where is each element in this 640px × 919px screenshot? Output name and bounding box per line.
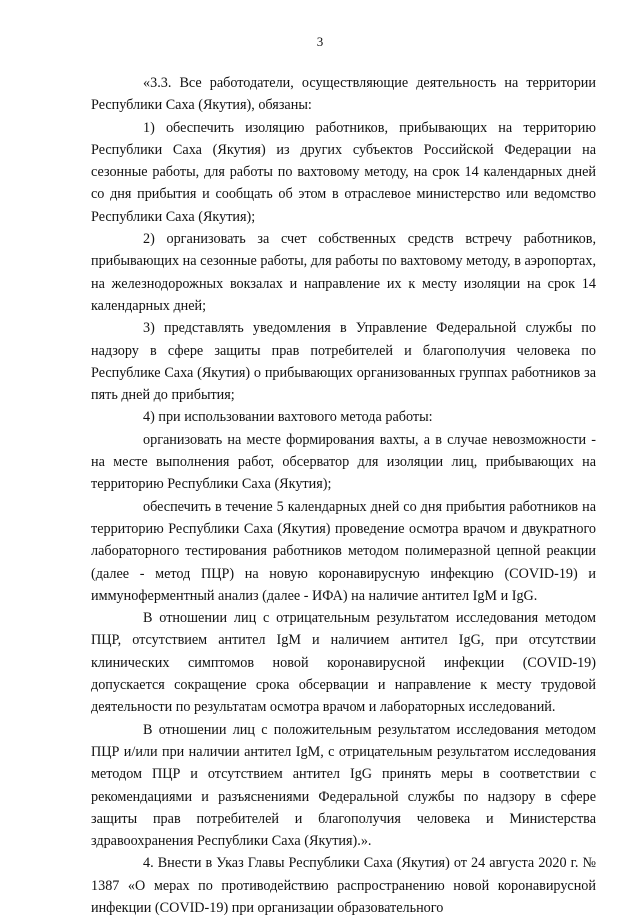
paragraph-item-1: 1) обеспечить изоляцию работников, прибывающих на территорию Республики Саха (Якутия) из других субъектов Российской Федерации на сезонные работы, для работы по вахтовому методу, на срок 14 календарных дней со дня прибытия и сообщать об этом в отраслевое министерство или ведомство Республики Саха (Якутия); bbox=[91, 119, 596, 225]
paragraph-item-4: 4) при использовании вахтового метода работы: bbox=[143, 409, 433, 426]
paragraph-testing: обеспечить в течение 5 календарных дней со дня прибытия работников на территорию Республики Саха (Якутия) проведение осмотра врачом и двукратного лабораторного тестирования работников методом полимеразной цепной реакции (далее - метод ПЦР) на новую коронавирусную инфекцию (COVID-19) и иммуноферментный анализ (далее - ИФА) на наличие антител IgM и IgG. bbox=[91, 498, 596, 604]
page-number: 3 bbox=[316, 34, 324, 49]
paragraph-negative-result: В отношении лиц с отрицательным результатом исследования методом ПЦР, отсутствием антител IgM и наличием антител IgG, при отсутствии клинических симптомов новой коронавирусной инфекции (COVID-19) допускается сокращение срока обсервации и направление к месту трудовой деятельности по результатам осмотра врачом и лабораторных исследований. bbox=[91, 610, 596, 716]
paragraph-item-3: 3) представлять уведомления в Управление Федеральной службы по надзору в сфере защиты прав потребителей и благополучия человека по Республике Саха (Якутия) о прибывающих организованных группах работников за пять дней до прибытия; bbox=[91, 320, 596, 404]
paragraph-positive-result: В отношении лиц с положительным результатом исследования методом ПЦР и/или при наличии антител IgM, с отрицательным результатом исследования методом ПЦР и отсутствием антител IgG принять меры в соответствии с рекомендациями и разъяснениями Федеральной службы по надзору в сфере защиты прав потребителей и благополучия человека и Министерства здравоохранения Республики Саха (Якутия).». bbox=[91, 721, 596, 850]
document-body bbox=[91, 72, 596, 919]
paragraph-item-2: 2) организовать за счет собственных средств встречу работников, прибывающих на сезонные работы, для работы по вахтовому методу, в аэропортах, на железнодорожных вокзалах и направление их к месту изоляции на срок 14 календарных дней; bbox=[91, 231, 596, 314]
paragraph-3-3-intro: «3.3. Все работодатели, осуществляющие деятельность на территории Республики Саха (Якутия), обязаны: bbox=[91, 75, 596, 114]
paragraph-observator: организовать на месте формирования вахты, а в случае невозможности - на месте выполнения работ, обсерватор для изоляции лиц, прибывающих на территорию Республики Саха (Якутия); bbox=[91, 431, 596, 493]
paragraph-section-4: 4. Внести в Указ Главы Республики Саха (Якутия) от 24 августа 2020 г. № 1387 «О мерах по противодействию распространению новой коронавирусной инфекции (COVID-19) при организации образовательного bbox=[91, 855, 596, 916]
